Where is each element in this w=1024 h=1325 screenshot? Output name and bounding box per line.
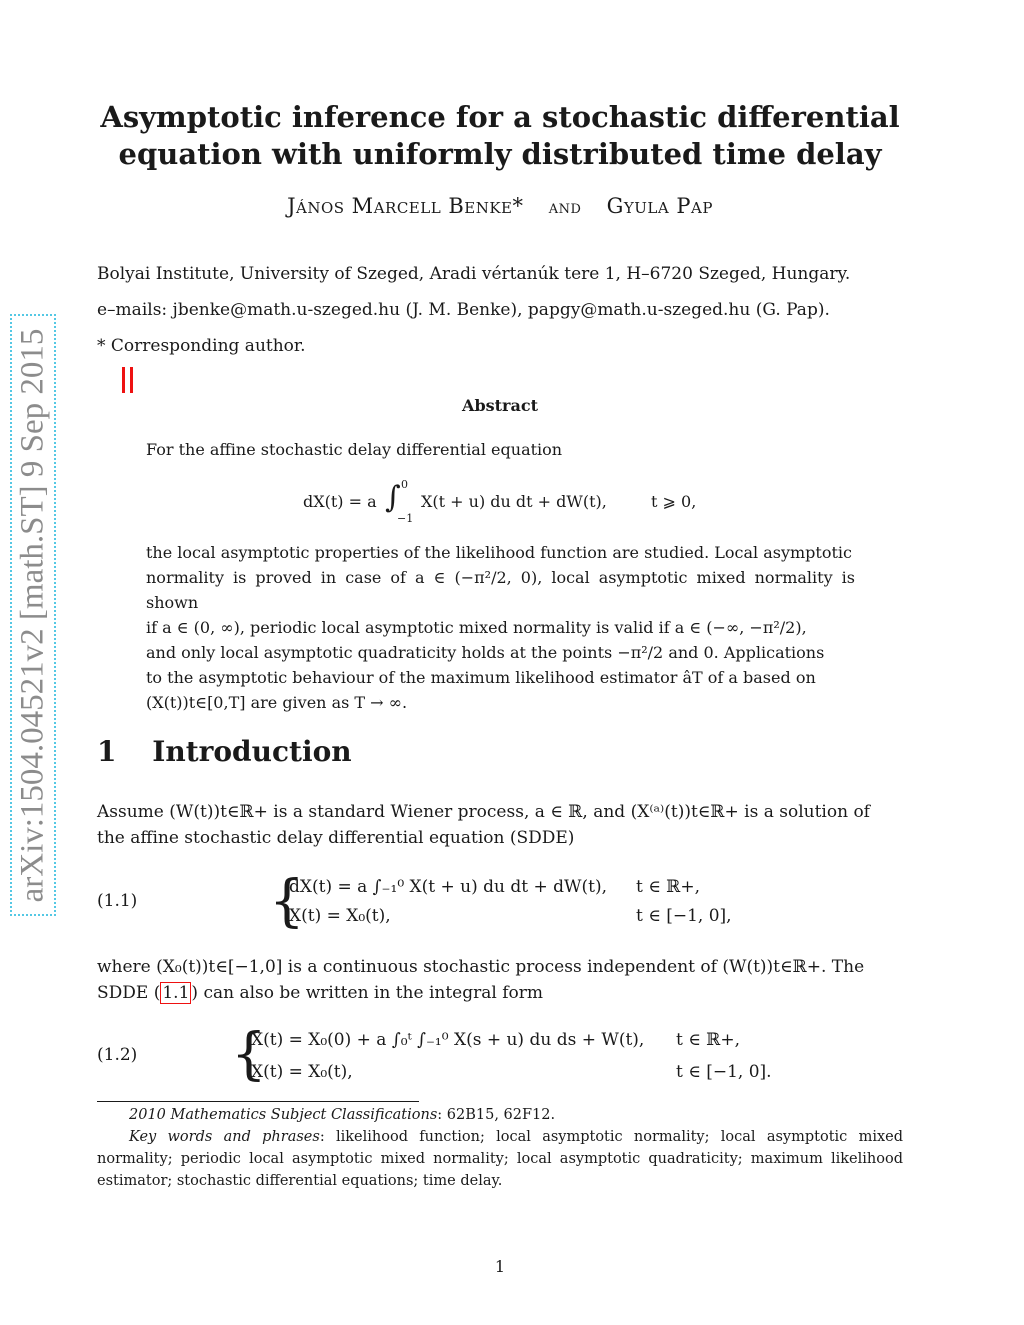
intro-paragraph-1 <box>97 799 903 851</box>
msc-value: : 62B15, 62F12. <box>437 1107 556 1123</box>
abstract-line: normality is proved in case of a ∈ (−π²/2, 0), local asymptotic mixed normality is shown <box>146 568 855 612</box>
author-1: János Marcell Benke* <box>287 194 524 218</box>
abstract-line: (X(t))t∈[0,T] are given as T → ∞. <box>146 693 408 712</box>
equation-1-1-row-1: dX(t) = a ∫₋₁⁰ X(t + u) du dt + dW(t), <box>289 877 607 897</box>
body-text: SDDE ( <box>97 983 161 1003</box>
emails: e–mails: jbenke@math.u-szeged.hu (J. M. Benke), papgy@math.u-szeged.hu (G. Pap). <box>97 300 830 320</box>
author-separator: and <box>548 196 582 218</box>
authors <box>0 194 1000 218</box>
link-marker[interactable] <box>122 367 136 393</box>
equation-1-2-row-2: X(t) = X₀(t), <box>251 1062 353 1082</box>
equation-1-2-row-1: X(t) = X₀(0) + a ∫₀ᵗ ∫₋₁⁰ X(s + u) du ds + W(t), <box>251 1030 645 1050</box>
abstract-body <box>146 540 855 715</box>
abstract-intro: For the affine stochastic delay differential equation <box>146 440 563 459</box>
equation-1-1-row-2: X(t) = X₀(t), <box>289 906 391 926</box>
abstract-line: to the asymptotic behaviour of the maximum likelihood estimator âT of a based on <box>146 668 816 687</box>
eq-lower-limit: −1 <box>397 512 414 525</box>
body-line: the affine stochastic delay differential equation (SDDE) <box>97 828 575 848</box>
section-number: 1 <box>97 735 117 768</box>
keywords-value: : likelihood function; local asymptotic normality; local asymptotic mixed normality; periodic local asymptotic mixed normality; local asymptotic quadraticity; maximum likelihood estimator; stochastic differential equations; time delay. <box>97 1129 904 1189</box>
corresponding-note: * Corresponding author. <box>97 336 306 356</box>
equation-label-1-1: (1.1) <box>97 891 138 911</box>
eq-upper-limit: 0 <box>401 478 408 491</box>
paper-title <box>0 99 1000 173</box>
arxiv-id[interactable]: arXiv:1504.04521v2 [math.ST] 9 Sep 2015 <box>14 328 51 902</box>
equation-1-1-row-1-condition: t ∈ ℝ+, <box>636 877 700 897</box>
body-line: Assume (W(t))t∈ℝ+ is a standard Wiener process, a ∈ ℝ, and (X⁽ᵃ⁾(t))t∈ℝ+ is a solution of <box>97 802 870 822</box>
abstract-heading: Abstract <box>462 396 538 415</box>
footnote-keywords <box>97 1126 903 1192</box>
body-text: ) can also be written in the integral form <box>191 983 543 1003</box>
left-brace-1-2: { <box>231 1022 267 1087</box>
title-line-1: Asymptotic inference for a stochastic differential <box>100 100 900 134</box>
body-line: where (X₀(t))t∈[−1,0] is a continuous stochastic process independent of (W(t))t∈ℝ+. The <box>97 957 865 977</box>
section-title: Introduction <box>152 735 352 768</box>
equation-label-1-2: (1.2) <box>97 1045 138 1065</box>
abstract-line: and only local asymptotic quadraticity holds at the points −π²/2 and 0. Applications <box>146 643 825 662</box>
page-number: 1 <box>494 1257 506 1276</box>
abstract-equation <box>303 478 723 528</box>
author-2: Gyula Pap <box>606 194 713 218</box>
abstract-line: if a ∈ (0, ∞), periodic local asymptotic mixed normality is valid if a ∈ (−∞, −π²/2), <box>146 618 807 637</box>
body-line <box>97 980 903 1006</box>
equation-1-1-row-2-condition: t ∈ [−1, 0], <box>636 906 732 926</box>
intro-paragraph-2 <box>97 954 903 1006</box>
equation-1-2-row-2-condition: t ∈ [−1, 0]. <box>676 1062 772 1082</box>
left-brace-1-1: { <box>269 869 305 934</box>
equation-1-2-row-1-condition: t ∈ ℝ+, <box>676 1030 740 1050</box>
msc-label: 2010 Mathematics Subject Classifications <box>129 1107 438 1123</box>
affiliation: Bolyai Institute, University of Szeged, Aradi vértanúk tere 1, H–6720 Szeged, Hungary. <box>97 264 851 284</box>
footnote-rule <box>97 1101 419 1102</box>
title-line-2: equation with uniformly distributed time delay <box>118 137 882 171</box>
integral-sign: ∫ <box>385 480 401 515</box>
eq-rhs: X(t + u) du dt + dW(t), <box>421 492 607 511</box>
footnote-msc <box>97 1104 903 1126</box>
eq-lhs: dX(t) = a <box>303 492 377 511</box>
abstract-line: the local asymptotic properties of the likelihood function are studied. Local asymptotic <box>146 543 852 562</box>
keywords-label: Key words and phrases <box>129 1129 320 1145</box>
eq-condition: t ⩾ 0, <box>651 492 697 511</box>
section-heading <box>97 735 352 768</box>
equation-ref-link[interactable]: 1.1 <box>162 983 190 1003</box>
